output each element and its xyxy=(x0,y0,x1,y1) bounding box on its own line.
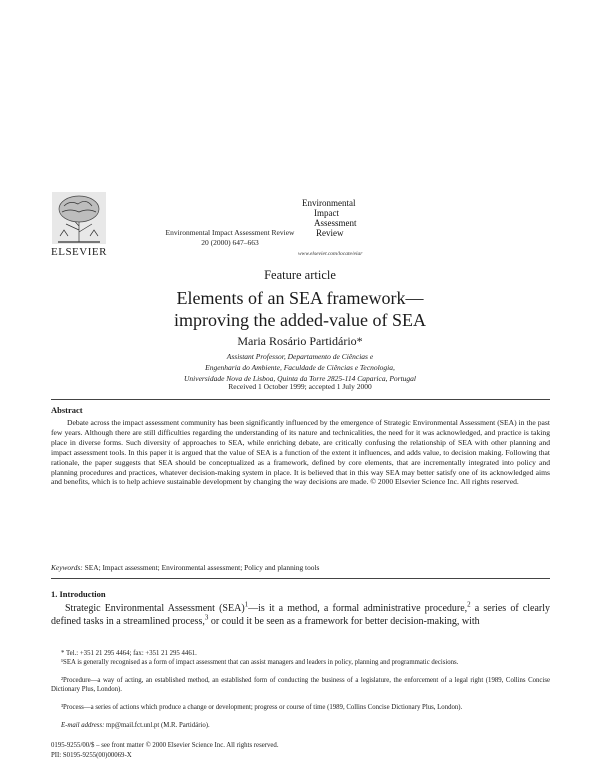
keywords-list: SEA; Impact assessment; Environmental assessment; Policy and planning tools xyxy=(84,563,320,572)
author-affiliation xyxy=(120,351,480,384)
journal-volume: 20 (2000) 647–663 xyxy=(201,238,259,247)
intro-segment: or could it be seen as a framework for better decision-making, with xyxy=(208,615,480,627)
journal-name: Environmental Impact Assessment Review xyxy=(165,228,295,237)
publisher-logo-text: ELSEVIER xyxy=(51,246,107,258)
journal-box-line: Impact xyxy=(314,208,339,218)
article-type: Feature article xyxy=(264,268,336,282)
journal-url: www.elsevier.com/locate/eiar xyxy=(298,251,363,257)
journal-box-line: Environmental xyxy=(302,198,356,208)
received-dates: Received 1 October 1999; accepted 1 July 2000 xyxy=(228,382,372,391)
footnote-email xyxy=(51,721,550,730)
footnote-3: ³Process—a series of actions which produce a change or development; progress or course of time (1989, Collins Concise Dictionary Plus, London). xyxy=(61,704,463,711)
article-title xyxy=(60,287,540,331)
keywords-label: Keywords: xyxy=(51,563,83,572)
divider xyxy=(51,399,550,400)
footnote-1: ¹SEA is generally recognised as a form of impact assessment that can assist managers and leaders in policy, planning and programmatic decisions. xyxy=(61,659,459,666)
front-matter-line: 0195-9255/00/$ – see front matter © 2000 Elsevier Science Inc. All rights reserved. xyxy=(51,742,279,749)
journal-box-line: Review xyxy=(316,228,344,238)
affiliation-line: Assistant Professor, Departamento de Ciências e xyxy=(226,352,374,361)
divider xyxy=(51,578,550,579)
affiliation-line: Universidade Nova de Lisboa, Quinta da Torre 2825-114 Caparica, Portugal xyxy=(183,374,416,383)
section-heading: 1. Introduction xyxy=(51,589,106,599)
title-line: Elements of an SEA framework— xyxy=(176,288,424,308)
abstract-heading: Abstract xyxy=(51,405,83,415)
email-address: mp@mail.fct.unl.pt (M.R. Partidário). xyxy=(104,722,210,729)
email-label: E-mail address: xyxy=(61,722,105,729)
journal-box-line: Assessment xyxy=(314,218,357,228)
footnote-ref: 1 xyxy=(244,600,249,609)
affiliation-line: Engenharia do Ambiente, Faculdade de Ciências e Tecnologia, xyxy=(205,363,395,372)
intro-segment: —is it a method, a formal administrative procedure, xyxy=(248,603,468,614)
author-name: Maria Rosário Partidário* xyxy=(237,334,363,348)
footnote-ref: 2 xyxy=(467,600,471,609)
journal-title-box xyxy=(302,198,374,238)
title-line: improving the added-value of SEA xyxy=(174,310,426,330)
footnote-ref: 3 xyxy=(204,613,209,622)
intro-segment: Strategic Environmental Assessment (SEA) xyxy=(65,603,245,614)
introduction-text xyxy=(51,600,550,628)
footnote-contact: * Tel.: +351 21 295 4464; fax: +351 21 295 4461. xyxy=(61,650,197,657)
elsevier-tree-logo xyxy=(52,192,106,244)
footnote-2: ²Procedure—a way of acting, an established method, an established form of conducting the business of a legislature, the enforcement of a legal right (1989, Collins Concise Dictionary Plus, London). xyxy=(51,677,550,693)
pii-line: PII: S0195-9255(00)00069-X xyxy=(51,752,132,759)
keywords xyxy=(51,563,550,572)
intro-segment: a series of clearly defined tasks in a streamlined process, xyxy=(51,603,550,627)
abstract-text: Debate across the impact assessment community has been significantly influenced by the emergence of Strategic Environmental Assessment (SEA) in the past few years. Although there are still difficulties regarding the understanding of its nature and technicalities, the need for it was acknowledged, and practice is taking place in diverse forms. Such diversity of approaches to SEA, while enriching debate, are critically confusing the relationship of SEA with other planning and impact assessment tools. In this paper it is argued that the value of SEA is a function of the extent it influences, and adds value, to decision making. Following that rationale, the paper suggests that SEA should be conceptualized as a framework, defined by core elements, that are incrementally integrated into policy and planning procedures and practices, whatever decision-making system in place. It is believed that in this way SEA may better satisfy one of its acknowledged aims and benefits, which is to help achieve sustainable development by changing the way decisions are made. © 2000 Elsevier Science Inc. All rights reserved. xyxy=(51,418,550,487)
